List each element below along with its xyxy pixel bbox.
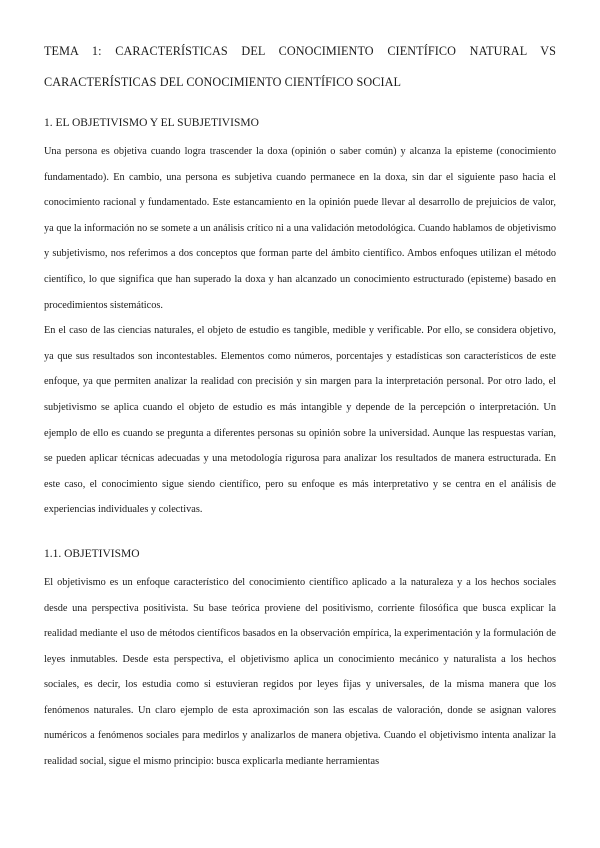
title-line-1: TEMA 1: CARACTERÍSTICAS DEL CONOCIMIENTO CIENTÍFICO NATURAL VS [44,44,556,58]
document-title [44,36,556,98]
section-spacer [44,523,556,547]
section-1-paragraph-1: Una persona es objetiva cuando logra trascender la doxa (opinión o saber común) y alcanza la episteme (conocimiento fundamentado). En cambio, una persona es subjetiva cuando permanece en la doxa, sin dar el siguiente paso hacia el conocimiento racional y fundamentado. Este estancamiento en la opinión puede llevar al desarrollo de prejuicios de valor, ya que la información no se somete a un análisis crítico ni a una validación metodológica. Cuando hablamos de objetivismo y subjetivismo, nos referimos a dos conceptos que forman parte del ámbito científico. Ambos enfoques utilizan el método científico, lo que significa que han superado la doxa y han alcanzado un conocimiento estructurado (episteme) basado en procedimientos sistemáticos. [44,146,556,311]
section-2-heading: 1.1. OBJETIVISMO [44,547,140,560]
section-2-paragraph-1: El objetivismo es un enfoque característico del conocimiento científico aplicado a la naturaleza y a los hechos sociales desde una perspectiva positivista. Su base teórica proviene del positivismo, corriente filosófica que busca explicar la realidad mediante el uso de métodos científicos basados en la observación empírica, la experimentación y la formulación de leyes inmutables. Desde esta perspectiva, el objetivismo aplica un conocimiento mecánico y naturalista a los hechos sociales, es decir, los estudia como si estuvieran regidos por leyes fijas y universales, de la misma manera que los fenómenos naturales. Un claro ejemplo de esta aproximación son las escalas de valoración, donde se asignan valores numéricos a fenómenos sociales para medirlos y analizarlos de manera objetiva. Cuando el objetivismo intenta analizar la realidad social, sigue el mismo principio: busca explicarla mediante herramientas [44,576,556,768]
section-1-paragraph-2: En el caso de las ciencias naturales, el objeto de estudio es tangible, medible y verificable. Por ello, se considera objetivo, ya que sus resultados son incontestables. Elementos como números, porcentajes y estadísticas son característicos de este enfoque, ya que permiten analizar la realidad con precisión y sin margen para la interpretación personal. Por otro lado, el subjetivismo se aplica cuando el objeto de estudio es más intangible y depende de la percepción o interpretación. Un ejemplo de ello es cuando se pregunta a diferentes personas su opinión sobre la universidad. Aunque las respuestas varían, se pueden aplicar técnicas adecuadas y una metodología rigurosa para analizar los resultados de manera estructurada. En este caso, el conocimiento sigue siendo científico, pero su enfoque es más interpretativo y se centra en el análisis de experiencias individuales y colectivas. [44,325,556,516]
title-line-2: CARACTERÍSTICAS DEL CONOCIMIENTO CIENTÍFICO SOCIAL [44,75,402,89]
section-1-heading: 1. EL OBJETIVISMO Y EL SUBJETIVISMO [44,117,259,129]
